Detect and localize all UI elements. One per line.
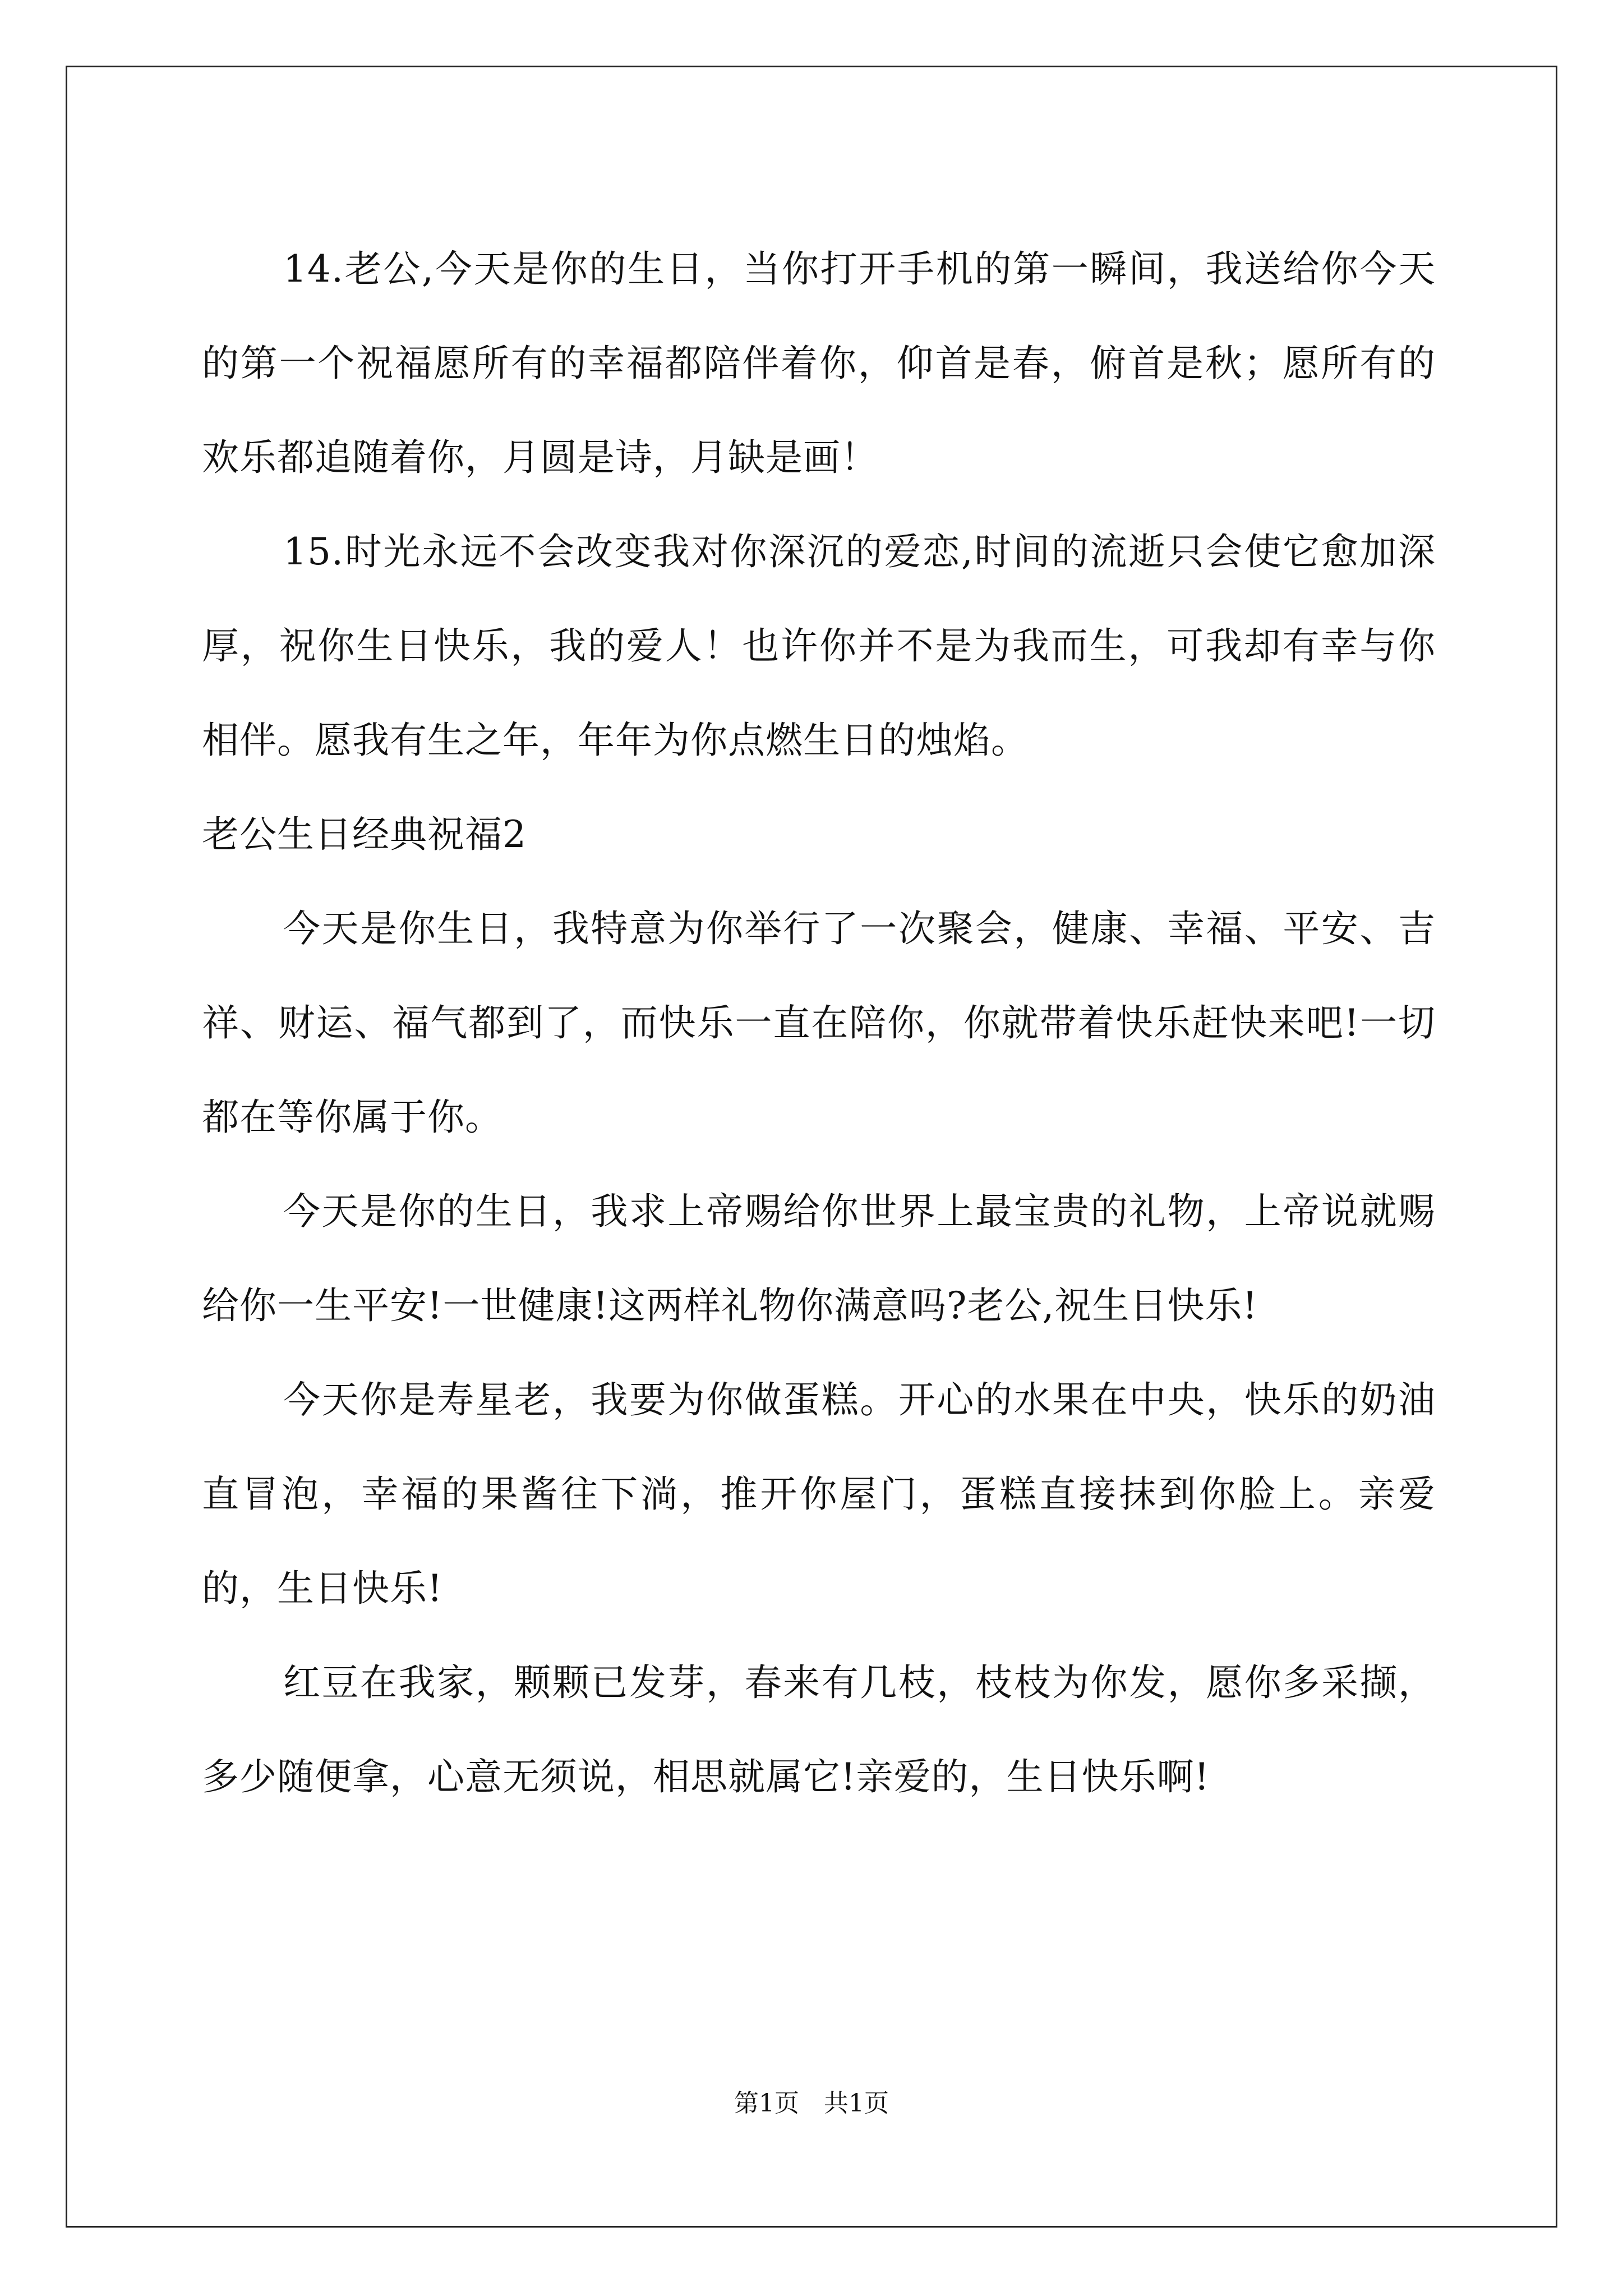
section-title: 老公生日经典祝福2 bbox=[202, 813, 527, 856]
paragraph-cake: 今天你是寿星老，我要为你做蛋糕。开心的水果在中央，快乐的奶油直冒泡，幸福的果酱往下淌，推开你屋门，蛋糕直接抹到你脸上。亲爱的，生日快乐! bbox=[202, 1378, 1436, 1610]
paragraph-14: 14.老公,今天是你的生日，当你打开手机的第一瞬间，我送给你今天的第一个祝福愿所有的幸福都陪伴着你，仰首是春，俯首是秋；愿所有的欢乐都追随着你，月圆是诗，月缺是画！ bbox=[202, 247, 1436, 479]
paragraph-party: 今天是你生日，我特意为你举行了一次聚会，健康、幸福、平安、吉祥、财运、福气都到了，而快乐一直在陪你，你就带着快乐赶快来吧!一切都在等你属于你。 bbox=[202, 907, 1436, 1139]
paragraph-gift: 今天是你的生日，我求上帝赐给你世界上最宝贵的礼物，上帝说就赐给你一生平安!一世健康!这两样礼物你满意吗?老公,祝生日快乐! bbox=[202, 1190, 1436, 1327]
paragraph-15: 15.时光永远不会改变我对你深沉的爱恋,时间的流逝只会使它愈加深厚，祝你生日快乐，我的爱人！也许你并不是为我而生，可我却有幸与你相伴。愿我有生之年，年年为你点燃生日的烛焰。 bbox=[202, 530, 1436, 762]
page-footer: 第1页 共1页 bbox=[734, 2089, 889, 2118]
paragraph-red-beans: 红豆在我家，颗颗已发芽，春来有几枝，枝枝为你发，愿你多采撷，多少随便拿，心意无须说，相思就属它!亲爱的，生日快乐啊! bbox=[202, 1661, 1436, 1798]
document-body bbox=[202, 222, 1436, 1824]
